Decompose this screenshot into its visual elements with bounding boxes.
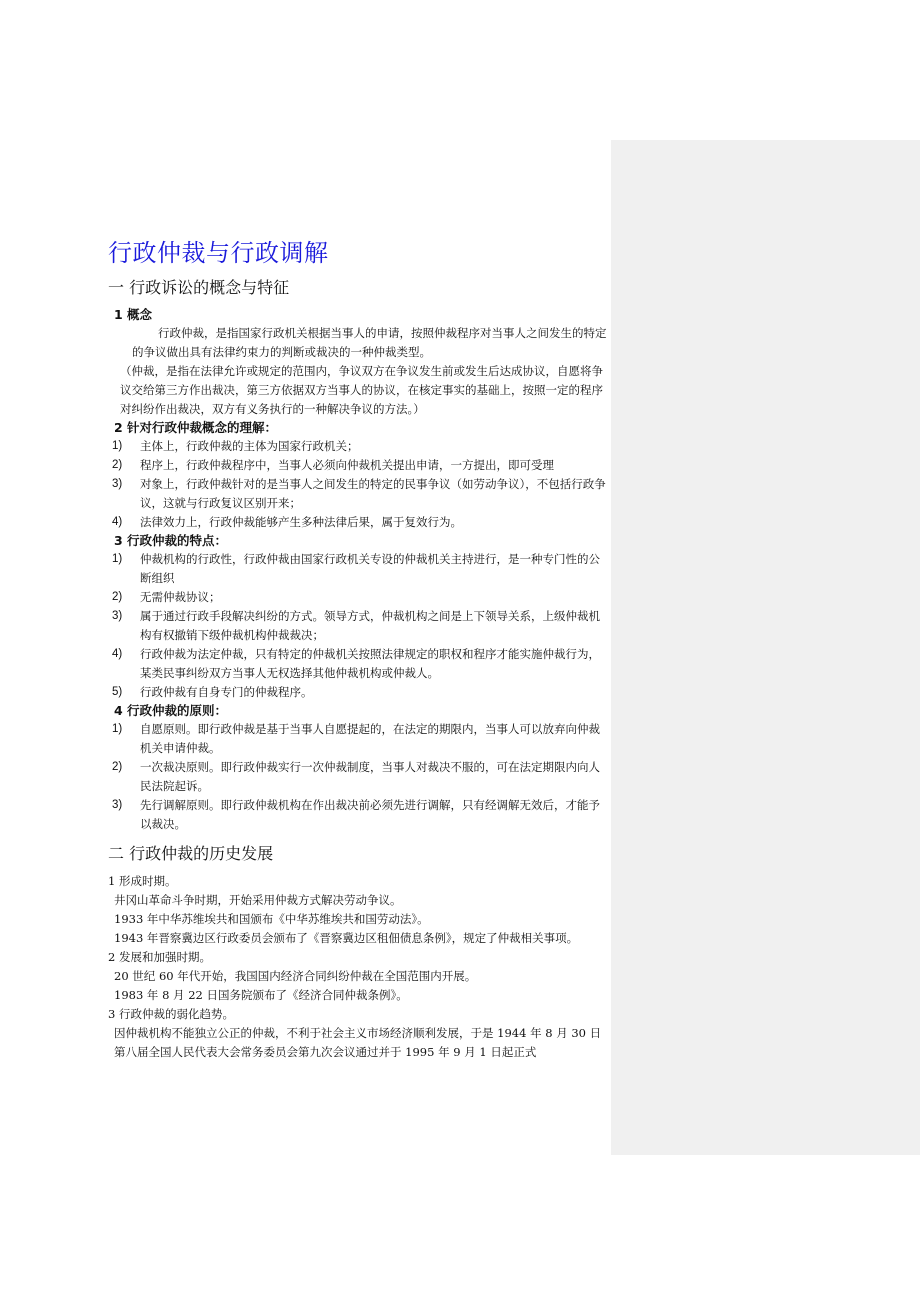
list-text: 属于通过行政手段解决纠纷的方式。领导方式，仲裁机构之间是上下领导关系，上级仲裁机构有权撤销下级仲裁机构仲裁裁决； <box>140 609 600 642</box>
list-number: 1) <box>112 440 123 452</box>
understanding-heading: 2 针对行政仲裁概念的理解： <box>114 420 278 435</box>
history-line: 20 世纪 60 年代开始，我国国内经济合同纠纷仲裁在全国范围内开展。 <box>114 969 477 983</box>
list-text: 法律效力上，行政仲裁能够产生多种法律后果，属于复效行为。 <box>140 515 462 529</box>
document-body <box>108 236 608 1062</box>
concept-heading: 1 概念 <box>114 307 153 322</box>
list-number: 2) <box>112 591 123 603</box>
list-item <box>108 720 608 758</box>
list-item <box>108 796 608 834</box>
list-item <box>108 456 608 475</box>
arbitration-definition-paragraph: （仲裁，是指在法律允许或规定的范围内，争议双方在争议发生前或发生后达成协议，自愿将争议交给第三方作出裁决，第三方依据双方当事人的协议，在核定事实的基础上，按照一定的程序对纠纷作出裁决，双方有义务执行的一种解决争议的方法。） <box>120 364 603 416</box>
list-text: 程序上，行政仲裁程序中，当事人必须向仲裁机关提出申请，一方提出，即可受理 <box>140 458 554 472</box>
list-text: 行政仲裁有自身专门的仲裁程序。 <box>140 685 313 699</box>
concept-paragraph: 行政仲裁，是指国家行政机关根据当事人的申请，按照仲裁程序对当事人之间发生的特定的争议做出具有法律约束力的判断或裁决的一种仲裁类型。 <box>132 326 607 359</box>
list-item <box>108 437 608 456</box>
history-period-heading: 3 行政仲裁的弱化趋势。 <box>108 1007 234 1021</box>
list-item <box>108 758 608 796</box>
section2-heading: 二 行政仲裁的历史发展 <box>108 844 274 863</box>
list-item <box>108 550 608 588</box>
list-number: 2) <box>112 459 123 471</box>
history-period-heading: 2 发展和加强时期。 <box>108 950 211 964</box>
list-text: 自愿原则。即行政仲裁是基于当事人自愿提起的，在法定的期限内，当事人可以放弃向仲裁机关申请仲裁。 <box>140 722 600 755</box>
list-number: 5) <box>112 686 123 698</box>
principles-heading: 4 行政仲裁的原则： <box>114 703 228 718</box>
list-text: 行政仲裁为法定仲裁，只有特定的仲裁机关按照法律规定的职权和程序才能实施仲裁行为，某类民事纠纷双方当事人无权选择其他仲裁机构或仲裁人。 <box>140 647 600 680</box>
list-number: 2) <box>112 761 123 773</box>
history-period-heading: 1 形成时期。 <box>108 874 177 888</box>
list-item <box>108 607 608 645</box>
history-line: 1943 年晋察冀边区行政委员会颁布了《晋察冀边区租佃债息条例》，规定了仲裁相关事项。 <box>114 931 579 945</box>
list-item <box>108 513 608 532</box>
list-number: 1) <box>112 553 123 565</box>
section1-heading: 一 行政诉讼的概念与特征 <box>108 278 290 297</box>
list-item <box>108 588 608 607</box>
list-number: 4) <box>112 648 123 660</box>
document-title: 行政仲裁与行政调解 <box>108 239 329 267</box>
list-text: 先行调解原则。即行政仲裁机构在作出裁决前必须先进行调解，只有经调解无效后，才能予以裁决。 <box>140 798 600 831</box>
features-heading: 3 行政仲裁的特点： <box>114 533 228 548</box>
list-number: 4) <box>112 516 123 528</box>
list-item <box>108 683 608 702</box>
list-text: 无需仲裁协议； <box>140 590 221 604</box>
list-number: 3) <box>112 478 123 490</box>
list-text: 一次裁决原则。即行政仲裁实行一次仲裁制度，当事人对裁决不服的，可在法定期限内向人民法院起诉。 <box>140 760 600 793</box>
list-text: 对象上，行政仲裁针对的是当事人之间发生的特定的民事争议（如劳动争议），不包括行政争议，这就与行政复议区别开来； <box>140 477 606 510</box>
list-number: 3) <box>112 610 123 622</box>
history-lines <box>108 872 608 1062</box>
list-number: 3) <box>112 799 123 811</box>
history-line: 因仲裁机构不能独立公正的仲裁，不利于社会主义市场经济顺利发展，于是 1944 年 8 月 30 日第八届全国人民代表大会常务委员会第九次会议通过并于 1995 年 9 月 1 日起正式 <box>114 1026 602 1059</box>
history-line: 1983 年 8 月 22 日国务院颁布了《经济合同仲裁条例》。 <box>114 988 408 1002</box>
features-list <box>108 550 608 702</box>
understanding-list <box>108 437 608 532</box>
list-text: 仲裁机构的行政性，行政仲裁由国家行政机关专设的仲裁机关主持进行，是一种专门性的公断组织 <box>140 552 600 585</box>
history-line: 井冈山革命斗争时期，开始采用仲裁方式解决劳动争议。 <box>114 893 402 907</box>
history-line: 1933 年中华苏维埃共和国颁布《中华苏维埃共和国劳动法》。 <box>114 912 429 926</box>
list-text: 主体上，行政仲裁的主体为国家行政机关； <box>140 439 359 453</box>
list-item <box>108 645 608 683</box>
list-item <box>108 475 608 513</box>
principles-list <box>108 720 608 834</box>
list-number: 1) <box>112 723 123 735</box>
comment-margin-pane <box>611 140 920 1155</box>
